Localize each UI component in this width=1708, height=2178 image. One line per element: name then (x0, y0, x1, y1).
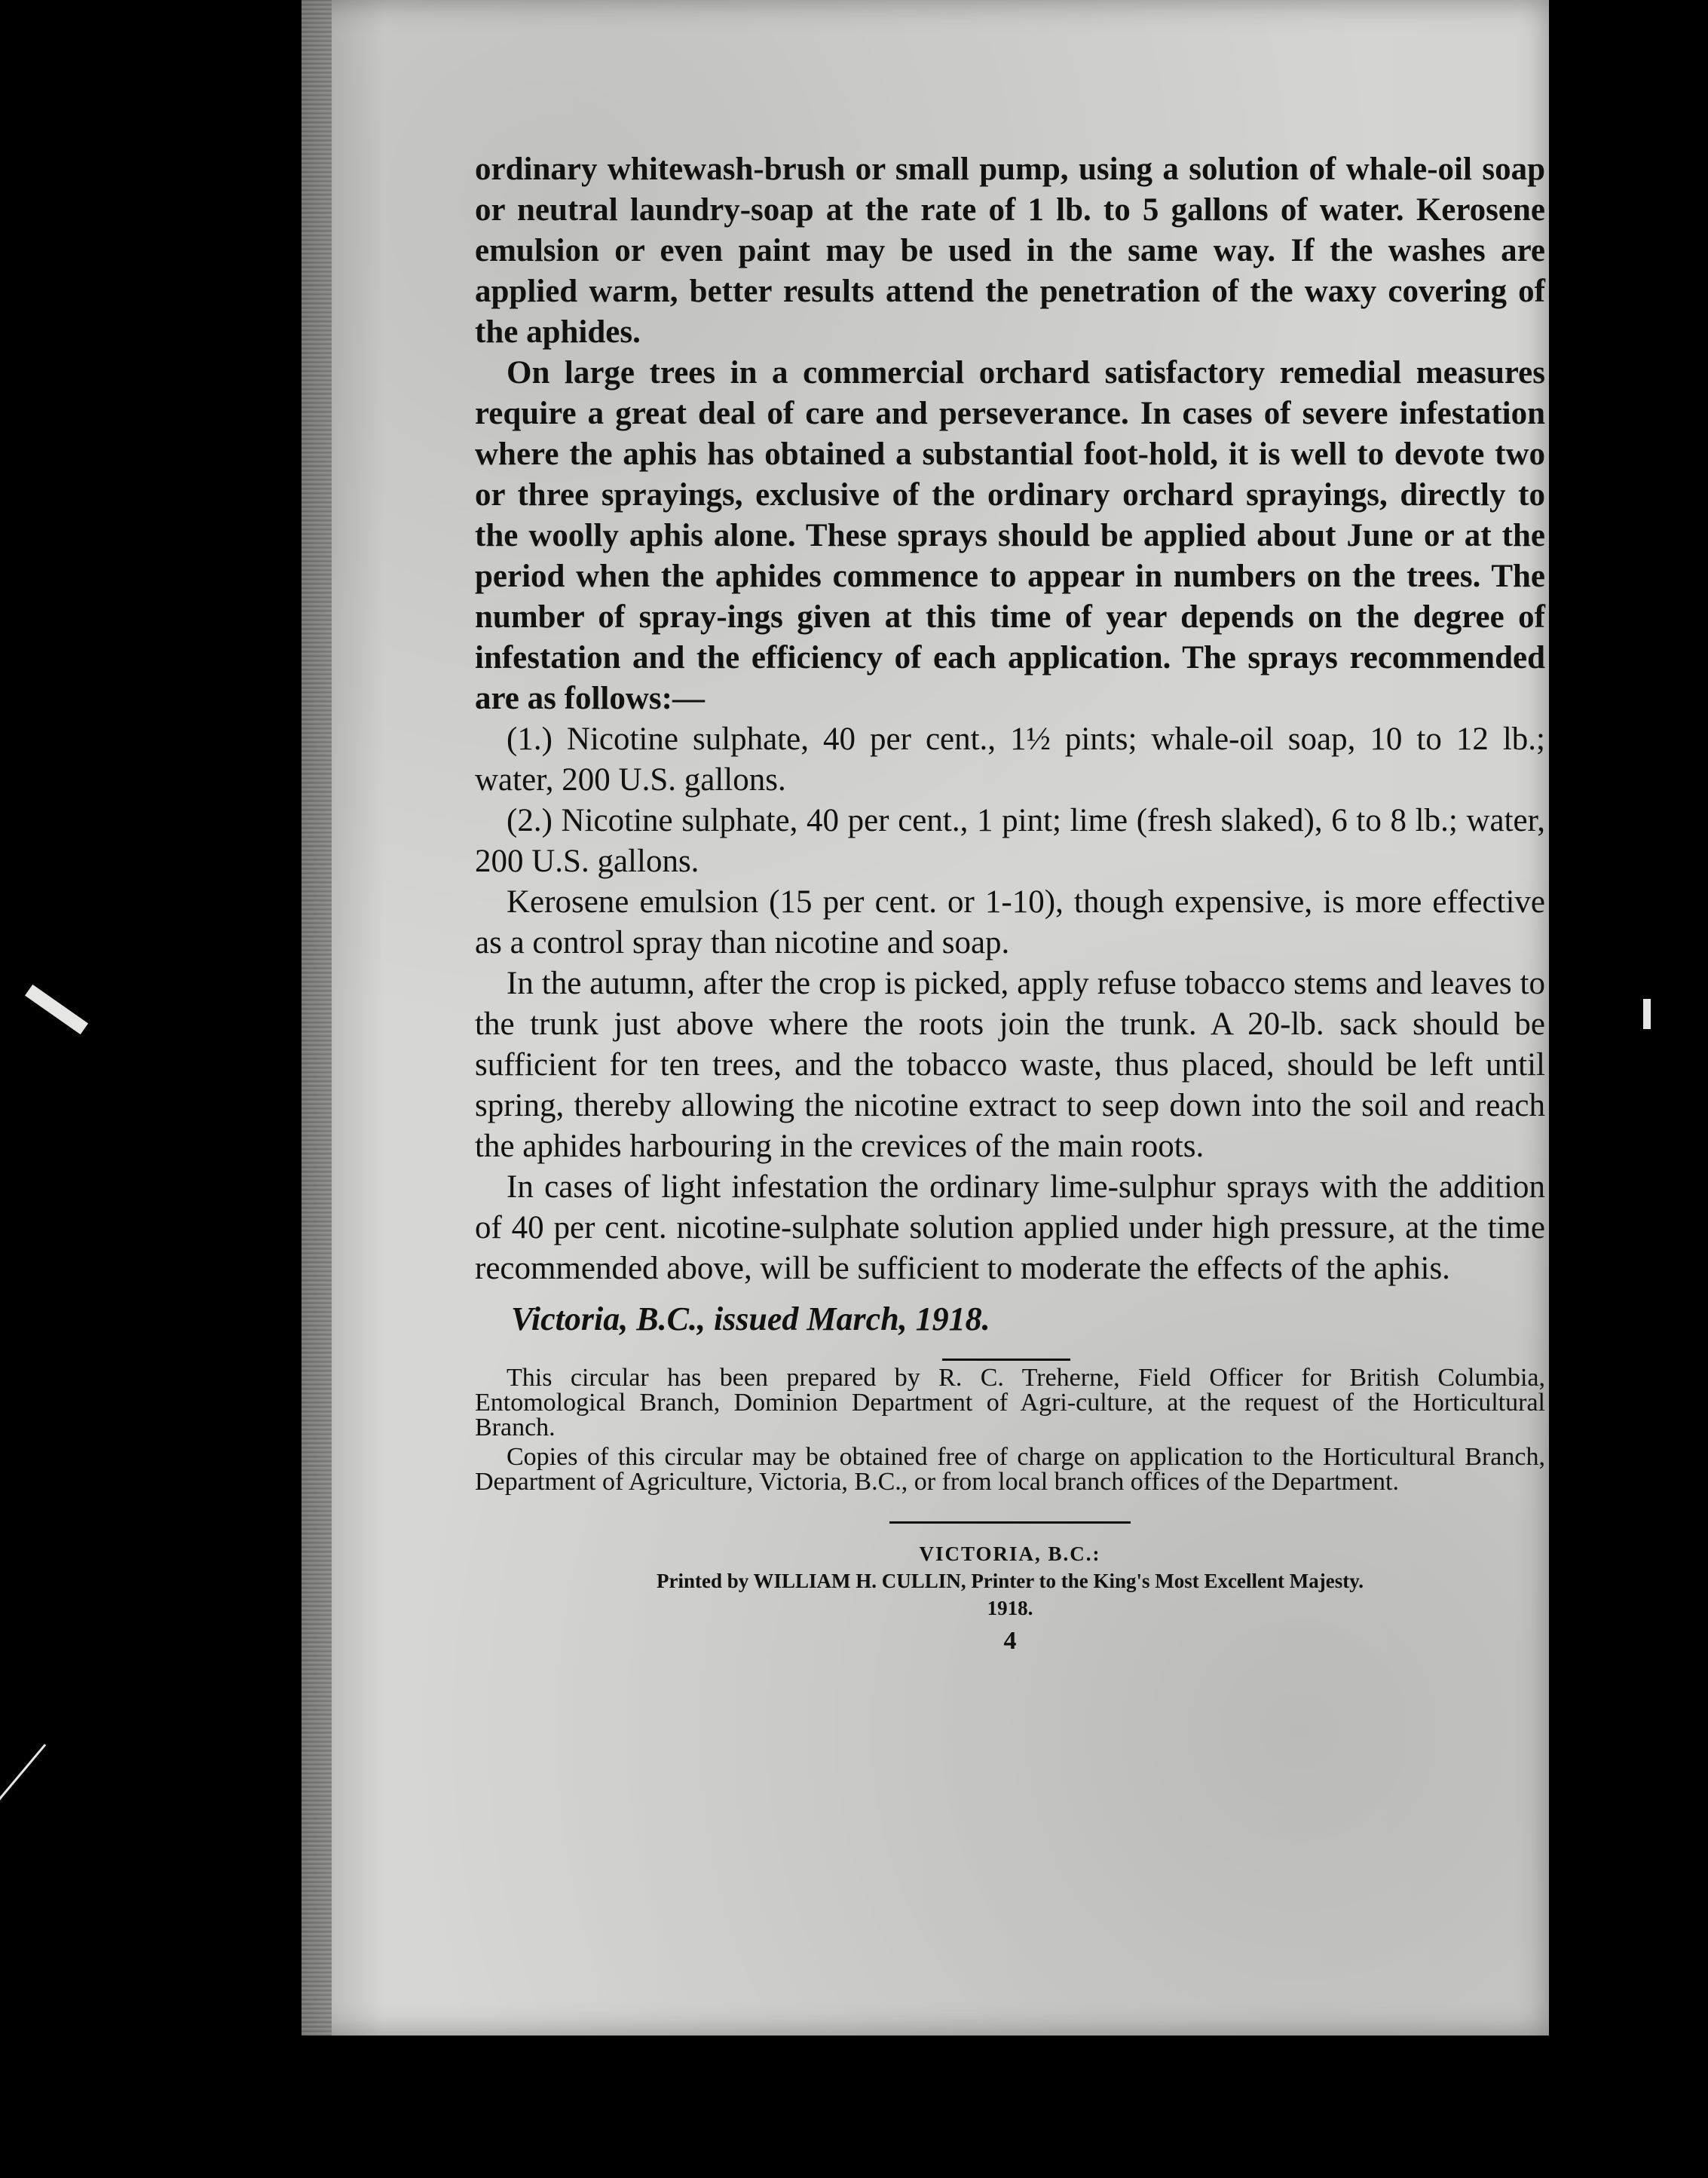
paragraph-kerosene: Kerosene emulsion (15 per cent. or 1-10), though expensive, is more effective as a control spray than nicotine and soap. (475, 884, 1545, 960)
paragraph-light-infestation: In cases of light infestation the ordinary lime-sulphur sprays with the addition of 40 per cent. nicotine-sulphate solution applied under high pressure, at the time recommended above, will be sufficient to moderate the effects of the aphis. (475, 1169, 1545, 1286)
imprint-place: VICTORIA, B.C.: (919, 1542, 1101, 1565)
note-copies: Copies of this circular may be obtained free of charge on application to the Horticultural Branch, Department of Agriculture, Victoria, B.C., or from local branch offices of the Department. (475, 1443, 1545, 1496)
scan-speck (1643, 999, 1651, 1029)
dateline: Victoria, B.C., issued March, 1918. (511, 1300, 990, 1337)
page-text-block (475, 149, 1545, 1655)
recipe-2: (2.) Nicotine sulphate, 40 per cent., 1 pint; lime (fresh slaked), 6 to 8 lb.; water, 200 U.S. gallons. (475, 803, 1545, 879)
imprint-year: 1918. (987, 1597, 1033, 1619)
section-divider (942, 1359, 1070, 1361)
recipe-1: (1.) Nicotine sulphate, 40 per cent., 1½ pints; whale-oil soap, 10 to 12 lb.; water, 200 U.S. gallons. (475, 721, 1545, 798)
paragraph-spray-method: ordinary whitewash-brush or small pump, using a solution of whale-oil soap or neutral laundry-soap at the rate of 1 lb. to 5 gallons of water. Kerosene emulsion or even paint may be used in the same way. If the washes are applied warm, better results attend the penetration of the waxy covering of the aphides. (475, 152, 1545, 350)
imprint-divider (889, 1521, 1131, 1524)
scan-speck (0, 1744, 46, 1815)
page-gutter-shadow (302, 0, 332, 2036)
scan-speck (25, 985, 88, 1034)
imprint-printer: Printed by WILLIAM H. CULLIN, Printer to the King's Most Excellent Majesty. (657, 1570, 1364, 1592)
note-prepared-by: This circular has been prepared by R. C. Treherne, Field Officer for British Columbia, Entomological Branch, Dominion Department of Agri-culture, at the request of the Horticultural Branch. (475, 1364, 1545, 1441)
paragraph-large-trees: On large trees in a commercial orchard satisfactory remedial measures require a great deal of care and perseverance. In cases of severe infestation where the aphis has obtained a substantial foot-hold, it is well to devote two or three sprayings, exclusive of the ordinary orchard sprayings, directly to the woolly aphis alone. These sprays should be applied about June or at the period when the aphides commence to appear in numbers on the trees. The number of spray-ings given at this time of year depends on the degree of infestation and the efficiency of each application. The sprays recommended are as follows:— (475, 355, 1545, 716)
page-number: 4 (1003, 1627, 1017, 1655)
paragraph-autumn: In the autumn, after the crop is picked, apply refuse tobacco stems and leaves to the trunk just above where the roots join the trunk. A 20-lb. sack should be sufficient for ten trees, and the tobacco waste, thus placed, should be left until spring, thereby allowing the nicotine extract to seep down into the soil and reach the aphides harbouring in the crevices of the main roots. (475, 966, 1545, 1164)
